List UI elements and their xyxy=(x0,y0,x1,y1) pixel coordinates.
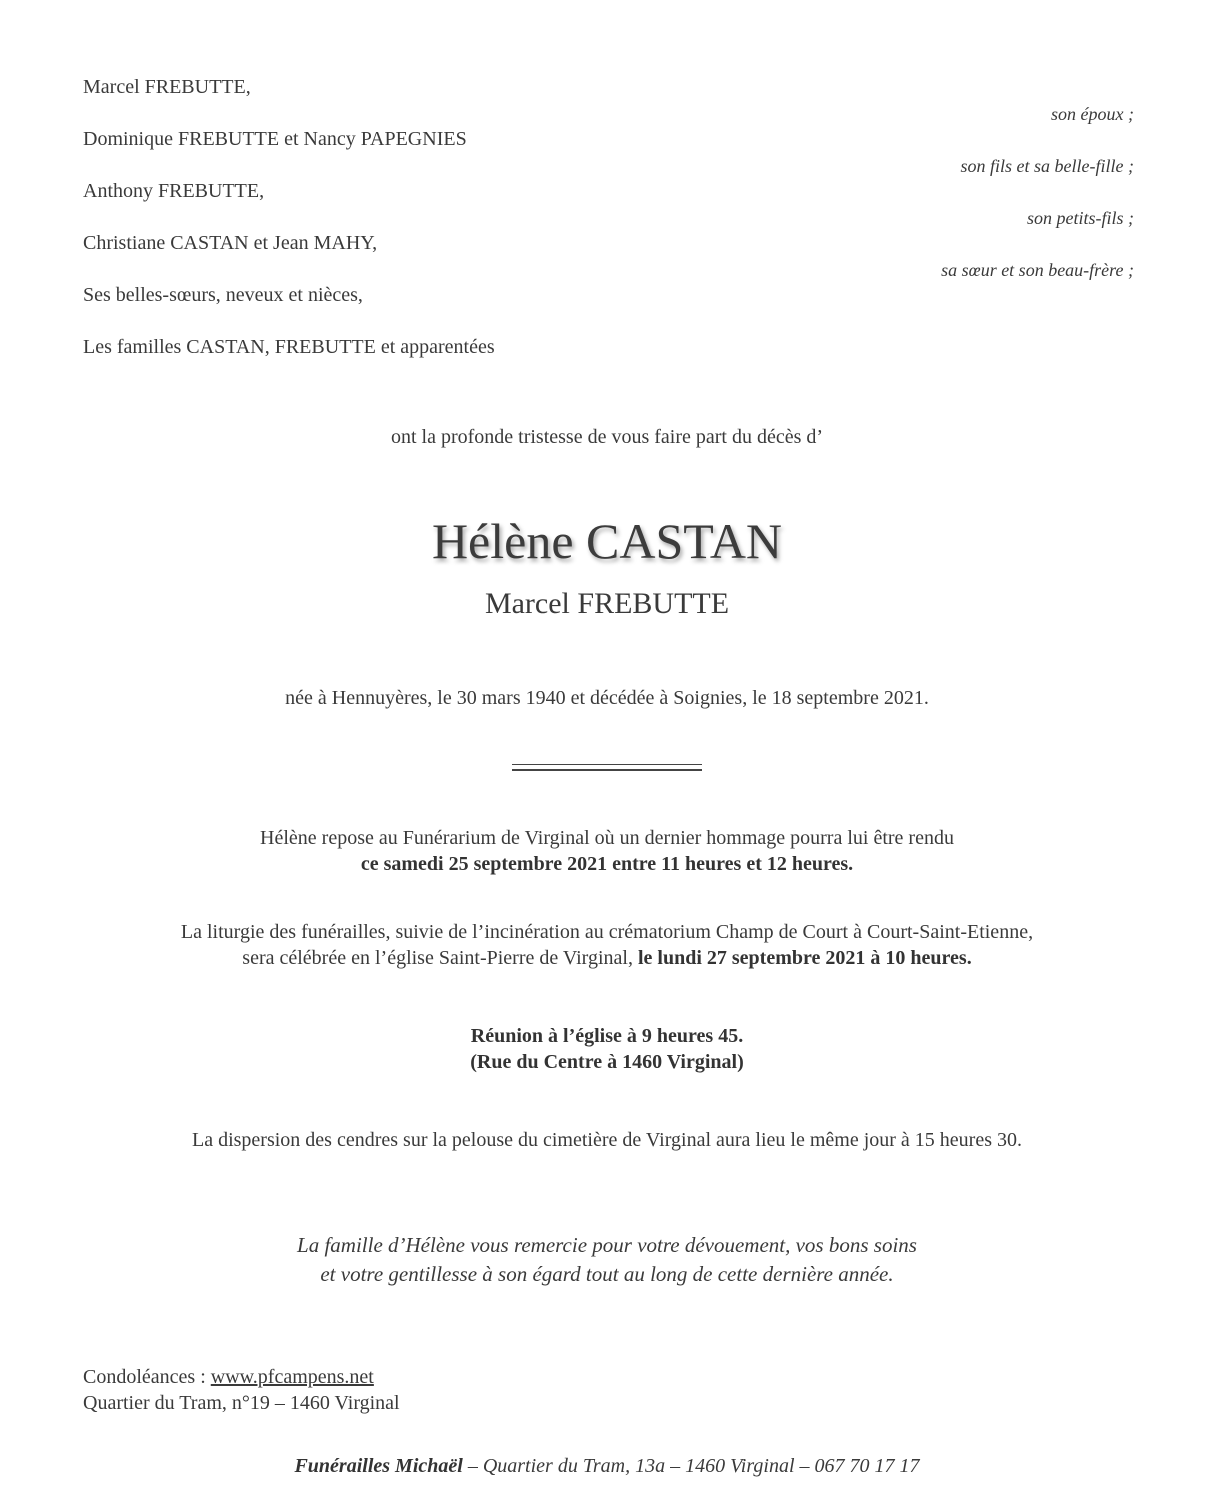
family-relation-2: son fils et sa belle-fille ; xyxy=(960,156,1134,176)
family-relation-3: son petits-fils ; xyxy=(1027,208,1134,228)
visitation-text xyxy=(0,825,1214,877)
announcement-intro: ont la profonde tristesse de vous faire part du décès d’ xyxy=(390,426,824,448)
visitation-line-1: Hélène repose au Funérarium de Virginal où un dernier hommage pourra lui être rendu xyxy=(260,827,954,849)
liturgy-line-1: La liturgie des funérailles, suivie de l’incinération au crématorium Champ de Court à Court-Saint-Etienne, xyxy=(180,921,1034,943)
liturgy-line-2: sera célébrée en l’église Saint-Pierre de Virginal, xyxy=(242,947,638,969)
family-relation-1: son époux ; xyxy=(1051,104,1134,124)
thanks-text xyxy=(0,1231,1214,1289)
meeting-text xyxy=(0,1023,1214,1075)
condolences-link[interactable]: www.pfcampens.net xyxy=(210,1366,374,1388)
company-details: – Quartier du Tram, 13a – 1460 Virginal – 067 70 17 17 xyxy=(462,1455,920,1477)
birth-death-dates: née à Hennuyères, le 30 mars 1940 et décédée à Soignies, le 18 septembre 2021. xyxy=(285,687,929,709)
liturgy-text xyxy=(0,919,1214,971)
divider-line xyxy=(512,764,702,771)
family-name-3: Anthony FREBUTTE, xyxy=(83,180,265,202)
meeting-time: Réunion à l’église à 9 heures 45. xyxy=(470,1025,744,1047)
meeting-address: (Rue du Centre à 1460 Virginal) xyxy=(470,1051,744,1073)
thanks-line-1: La famille d’Hélène vous remercie pour votre dévouement, vos bons soins xyxy=(297,1233,917,1257)
family-name-4: Christiane CASTAN et Jean MAHY, xyxy=(83,232,378,254)
family-name-6: Les familles CASTAN, FREBUTTE et apparentées xyxy=(83,336,495,358)
condolences xyxy=(83,1364,374,1390)
family-name-2: Dominique FREBUTTE et Nancy PAPEGNIES xyxy=(83,128,467,150)
liturgy-date: le lundi 27 septembre 2021 à 10 heures. xyxy=(637,947,972,969)
family-name-1: Marcel FREBUTTE, xyxy=(83,76,251,98)
address: Quartier du Tram, n°19 – 1460 Virginal xyxy=(83,1392,400,1414)
condolences-label: Condoléances : xyxy=(83,1366,211,1388)
deceased-name: Hélène CASTAN xyxy=(431,513,783,569)
company-name: Funérailles Michaël xyxy=(294,1455,463,1477)
dispersion-text: La dispersion des cendres sur la pelouse du cimetière de Virginal aura lieu le même jour à 15 heures 30. xyxy=(191,1129,1022,1151)
visitation-time: ce samedi 25 septembre 2021 entre 11 heures et 12 heures. xyxy=(360,853,854,875)
company-info xyxy=(0,1455,1214,1478)
thanks-line-2: et votre gentillesse à son égard tout au long de cette dernière année. xyxy=(320,1262,894,1286)
family-name-5: Ses belles-sœurs, neveux et nièces, xyxy=(83,284,363,306)
family-relation-4: sa sœur et son beau-frère ; xyxy=(941,260,1134,280)
spouse-name: Marcel FREBUTTE xyxy=(484,587,730,620)
